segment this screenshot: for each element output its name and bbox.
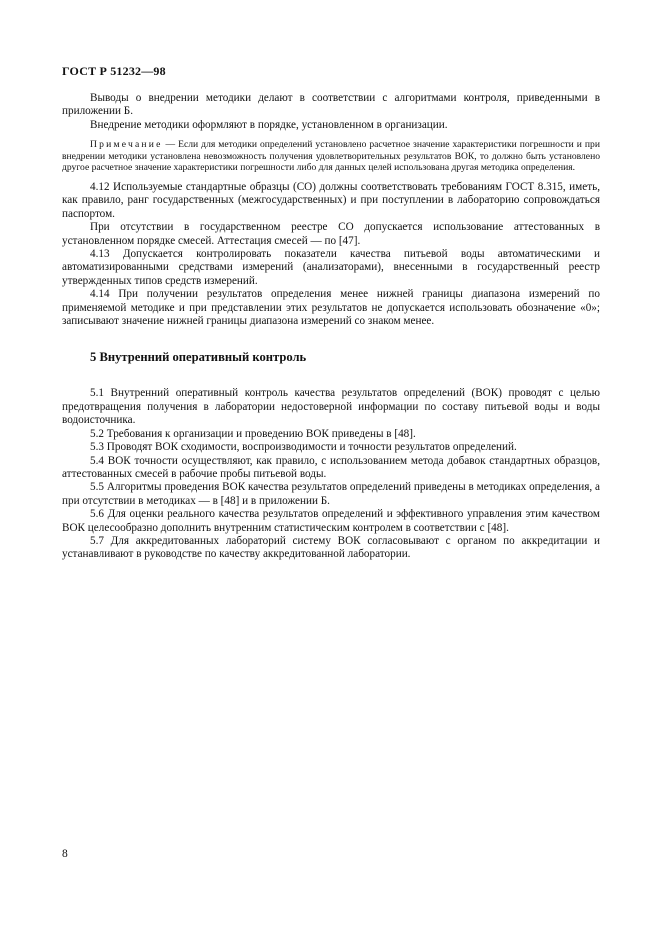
paragraph: Внедрение методики оформляют в порядке, установленном в организации. (90, 118, 448, 131)
paragraph: 5.7 Для аккредитованных лабораторий систему ВОК согласовывают с органом по аккредитации и устанавливают в руководстве по качеству аккредитованной лаборатории. (62, 534, 600, 561)
paragraph: 4.12 Используемые стандартные образцы (СО) должны соответствовать требованиям ГОСТ 8.315, иметь, как правило, ранг государственных (межгосударственных) и при поступлении в лабораторию сопровождаться паспортом. (62, 181, 600, 220)
note-paragraph (62, 139, 600, 174)
paragraph: 5.6 Для оценки реального качества результатов определений и эффективного управления этим качеством ВОК целесообразно дополнить внутренним статистическим контролем в соответствии с [48]. (62, 508, 600, 534)
note-label: Примечание (90, 139, 163, 151)
paragraph: Выводы о внедрении методики делают в соответствии с алгоритмами контроля, приведенными в приложении Б. (62, 92, 600, 118)
note-text: — Если для методики определений установлено расчетное значение характеристики погрешности и при внедрении методики установлена невозможность получения удовлетворительных результатов ВОК, то должно быть установлено другое расчетное значение характеристики погрешности либо для данных целей использована другая методика определения. (62, 139, 600, 174)
paragraph: 5.5 Алгоритмы проведения ВОК качества результатов определений приведены в методиках определения, а при отсутствии в методиках — в [48] и в приложении Б. (62, 481, 600, 507)
paragraph: 5.4 ВОК точности осуществляют, как правило, с использованием метода добавок стандартных образцов, аттестованных смесей в рабочие пробы питьевой воды. (62, 454, 600, 480)
paragraph: 4.13 Допускается контролировать показатели качества питьевой воды автоматическими и автоматизированными средствами измерений (анализаторами), внесенными в государственный реестр утвержденных типов средств измерений. (62, 248, 600, 287)
paragraph: 4.14 При получении результатов определения менее нижней границы диапазона измерений по применяемой методике и при представлении этих результатов не допускается использовать обозначение «0»; записывают значение нижней границы диапазона измерений со знаком менее. (62, 288, 600, 328)
paragraph: 5.2 Требования к организации и проведению ВОК приведены в [48]. (90, 427, 416, 440)
paragraph: 5.1 Внутренний оперативный контроль качества результатов определений (ВОК) проводят с целью предотвращения получения в лаборатории недостоверной информации по составу питьевой воды и воды водоисточника. (62, 387, 600, 427)
document-code-header: ГОСТ Р 51232—98 (62, 64, 166, 78)
section-heading: 5 Внутренний оперативный контроль (90, 350, 307, 365)
paragraph: При отсутствии в государственном реестре СО допускается использование аттестованных в установленном порядке смесей. Аттестация смесей — по [47]. (62, 221, 600, 247)
document-body (62, 92, 600, 562)
page-number: 8 (62, 848, 68, 860)
paragraph: 5.3 Проводят ВОК сходимости, воспроизводимости и точности результатов определений. (90, 441, 517, 454)
